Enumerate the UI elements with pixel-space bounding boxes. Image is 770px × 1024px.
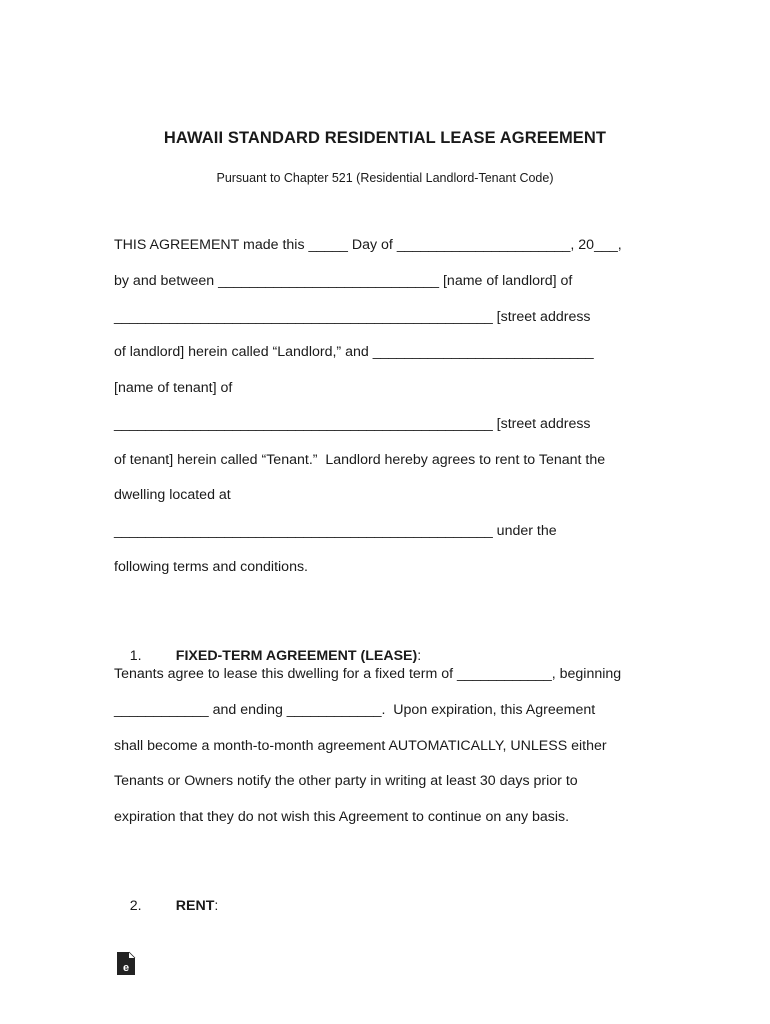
intro-line: ________________________________________________ under the xyxy=(114,523,557,539)
section-heading-suffix: : xyxy=(214,898,219,914)
intro-line: of landlord] herein called “Landlord,” and ____________________________ xyxy=(114,344,594,360)
svg-text:e: e xyxy=(122,962,130,974)
section-heading-label: FIXED-TERM AGREEMENT (LEASE) xyxy=(175,648,418,664)
section-line: Tenants or Owners notify the other party in writing at least 30 days prior to xyxy=(114,773,578,789)
section-line: Tenants agree to lease this dwelling for a fixed term of ____________, beginning xyxy=(114,666,622,682)
intro-line: ________________________________________________ [street address xyxy=(114,416,591,432)
document-title: HAWAII STANDARD RESIDENTIAL LEASE AGREEMENT xyxy=(163,129,607,147)
intro-line: dwelling located at xyxy=(114,487,231,503)
section-line: ____________ and ending ____________. Upon expiration, this Agreement xyxy=(114,702,596,718)
section-number: 2. xyxy=(129,898,142,914)
intro-line: [name of tenant] of xyxy=(114,380,233,396)
section-heading-suffix: : xyxy=(417,648,422,664)
section-heading-rent xyxy=(114,879,218,933)
section-number: 1. xyxy=(129,648,142,664)
intro-line: ________________________________________________ [street address xyxy=(114,309,591,325)
intro-line: by and between ____________________________ [name of landlord] of xyxy=(114,273,573,289)
section-line: shall become a month-to-month agreement AUTOMATICALLY, UNLESS either xyxy=(114,738,607,754)
intro-line: following terms and conditions. xyxy=(114,559,308,575)
intro-line: of tenant] herein called “Tenant.” Landlord hereby agrees to rent to Tenant the xyxy=(114,452,606,468)
intro-line: THIS AGREEMENT made this _____ Day of ______________________, 20___, xyxy=(114,237,622,253)
document-subtitle: Pursuant to Chapter 521 (Residential Landlord-Tenant Code) xyxy=(216,171,554,185)
eforms-logo-icon xyxy=(116,951,136,976)
section-line: expiration that they do not wish this Agreement to continue on any basis. xyxy=(114,809,570,825)
section-heading-label: RENT xyxy=(175,898,215,914)
